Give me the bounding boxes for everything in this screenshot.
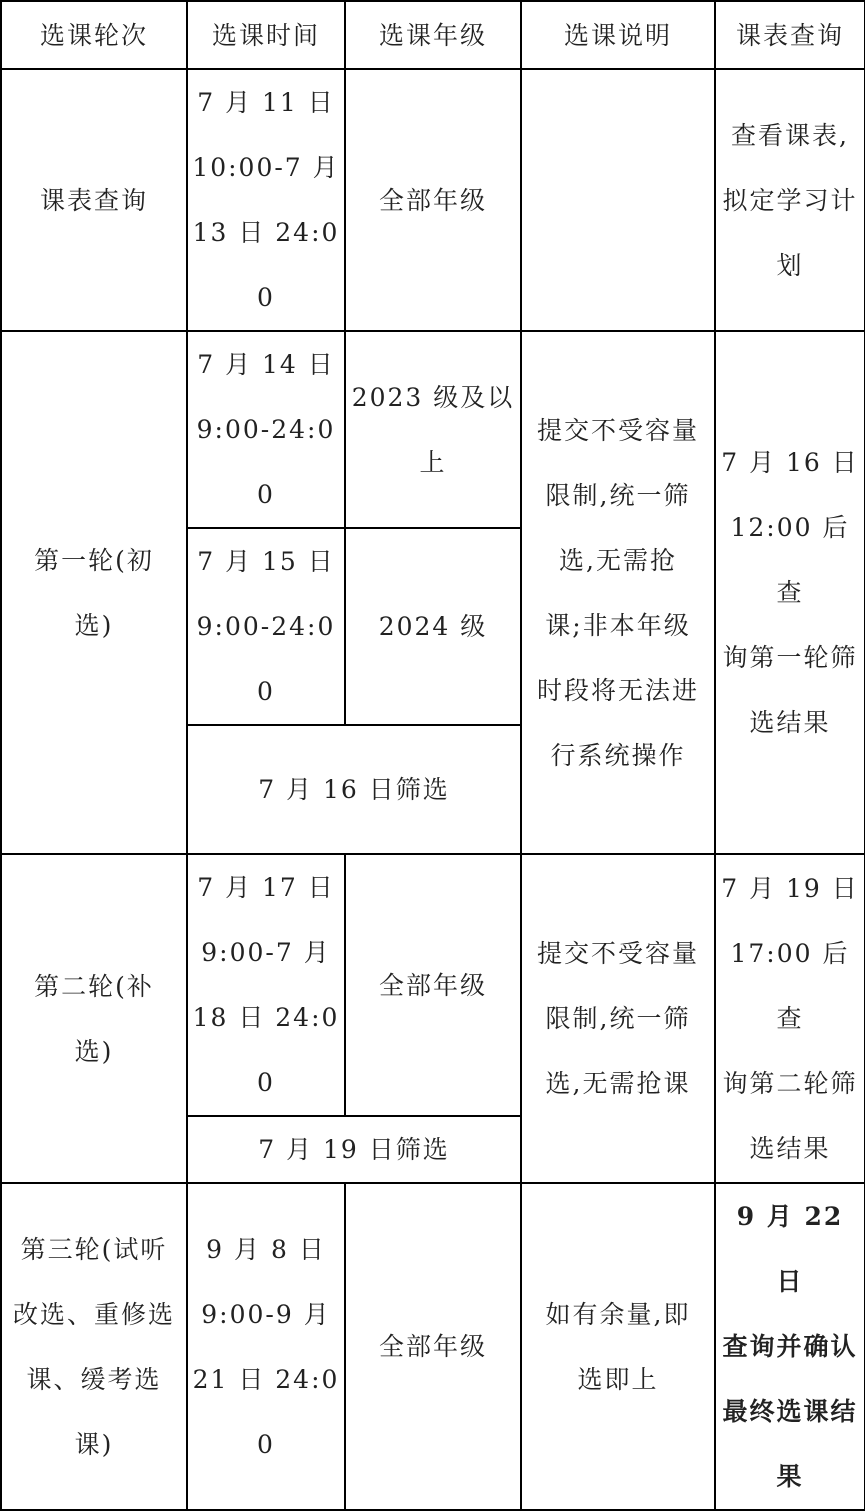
header-note: 选课说明: [521, 1, 715, 69]
header-query: 课表查询: [715, 1, 865, 69]
grade-cell: 全部年级: [345, 69, 521, 331]
header-grade: 选课年级: [345, 1, 521, 69]
round-cell: 课表查询: [1, 69, 187, 331]
table-row-round3: [1, 1183, 865, 1510]
time-cell: 7 月 17 日 9:00-7 月 18 日 24:00: [187, 854, 345, 1116]
time-cell: 7 月 11 日 10:00-7 月 13 日 24:00: [187, 69, 345, 331]
table-row-query: [1, 69, 865, 331]
grade-cell: 全部年级: [345, 1183, 521, 1510]
query-cell: 9 月 22 日 查询并确认 最终选课结 果: [715, 1183, 865, 1510]
note-cell: 提交不受容量 限制,统一筛 选,无需抢 课;非本年级 时段将无法进 行系统操作: [521, 331, 715, 854]
screen-date-cell: 7 月 19 日筛选: [187, 1116, 521, 1183]
header-time: 选课时间: [187, 1, 345, 69]
grade-cell: 2023 级及以 上: [345, 331, 521, 528]
table-row-round2-a: [1, 854, 865, 1116]
query-cell: 查看课表, 拟定学习计 划: [715, 69, 865, 331]
table-row-round1-a: [1, 331, 865, 528]
time-cell: 7 月 15 日 9:00-24:00: [187, 528, 345, 725]
round-cell: 第一轮(初 选): [1, 331, 187, 854]
grade-cell: 全部年级: [345, 854, 521, 1116]
note-cell: 提交不受容量 限制,统一筛 选,无需抢课: [521, 854, 715, 1183]
note-cell: 如有余量,即 选即上: [521, 1183, 715, 1510]
round-cell: 第二轮(补 选): [1, 854, 187, 1183]
note-cell: [521, 69, 715, 331]
query-cell: 7 月 19 日 17:00 后查 询第二轮筛 选结果: [715, 854, 865, 1183]
screen-date-cell: 7 月 16 日筛选: [187, 725, 521, 854]
grade-cell: 2024 级: [345, 528, 521, 725]
round-cell: 第三轮(试听 改选、重修选 课、缓考选 课): [1, 1183, 187, 1510]
time-cell: 9 月 8 日 9:00-9 月 21 日 24:00: [187, 1183, 345, 1510]
time-cell: 7 月 14 日 9:00-24:00: [187, 331, 345, 528]
header-round: 选课轮次: [1, 1, 187, 69]
query-cell: 7 月 16 日 12:00 后查 询第一轮筛 选结果: [715, 331, 865, 854]
header-row: [1, 1, 865, 69]
